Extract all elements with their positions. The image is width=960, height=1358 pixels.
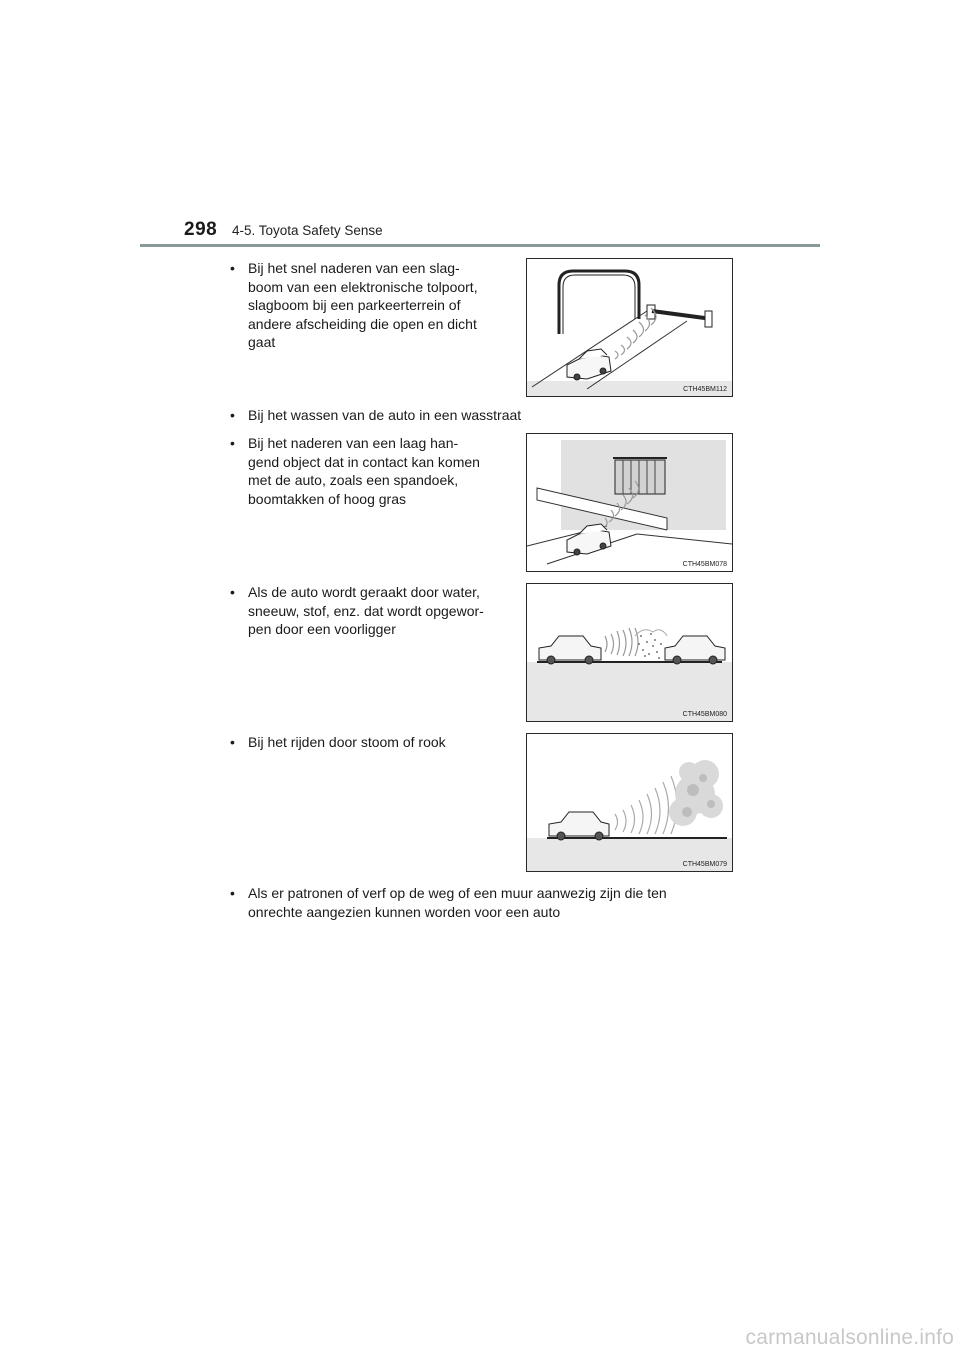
steam-smoke-illustration-icon bbox=[527, 734, 732, 871]
bullet-marker: • bbox=[230, 734, 235, 750]
figure-hanging-object bbox=[526, 433, 733, 572]
bullet-marker: • bbox=[230, 435, 235, 451]
header-rule bbox=[140, 244, 820, 247]
section-title: 4-5. Toyota Safety Sense bbox=[232, 223, 383, 238]
watermark: carmanualsonline.info bbox=[745, 1326, 954, 1349]
list-item bbox=[230, 884, 746, 921]
list-item-text: Als er patronen of verf op de weg of een muur aanwezig zijn die ten onrechte aangezien kunnen worden voor een auto bbox=[248, 885, 667, 920]
figure-toll-gate bbox=[526, 258, 733, 397]
figure-code: CTH45BM080 bbox=[682, 711, 727, 718]
bullet-marker: • bbox=[230, 260, 235, 276]
hanging-object-illustration-icon bbox=[527, 434, 732, 571]
figure-spray bbox=[526, 583, 733, 722]
list-item bbox=[230, 259, 492, 352]
list-item-text: Als de auto wordt geraakt door water, sneeuw, stof, enz. dat wordt opgewor- pen door een voorligger bbox=[248, 584, 484, 637]
figure-code: CTH45BM112 bbox=[683, 386, 727, 393]
page-number: 298 bbox=[184, 219, 218, 240]
list-item-text: Bij het snel naderen van een slag- boom van een elektronische tolpoort, slagboom bij een parkeerterrein of andere afscheiding die open en dicht gaat bbox=[248, 260, 478, 350]
list-item-text: Bij het rijden door stoom of rook bbox=[248, 734, 446, 750]
spray-from-vehicle-ahead-illustration-icon bbox=[527, 584, 732, 721]
bullet-marker: • bbox=[230, 407, 235, 423]
list-item-text: Bij het wassen van de auto in een wasstraat bbox=[248, 407, 522, 423]
figure-code: CTH45BM078 bbox=[682, 561, 727, 568]
bullet-marker: • bbox=[230, 885, 235, 901]
list-item-text: Bij het naderen van een laag han- gend object dat in contact kan komen met de auto, zoals een spandoek, boomtakken of hoog gras bbox=[248, 435, 480, 507]
list-item bbox=[230, 406, 746, 425]
figure-steam-smoke bbox=[526, 733, 733, 872]
list-item bbox=[230, 583, 492, 639]
bullet-marker: • bbox=[230, 584, 235, 600]
list-item bbox=[230, 733, 492, 752]
figure-code: CTH45BM079 bbox=[682, 861, 727, 868]
list-item bbox=[230, 434, 492, 508]
toll-gate-illustration-icon bbox=[527, 259, 732, 396]
